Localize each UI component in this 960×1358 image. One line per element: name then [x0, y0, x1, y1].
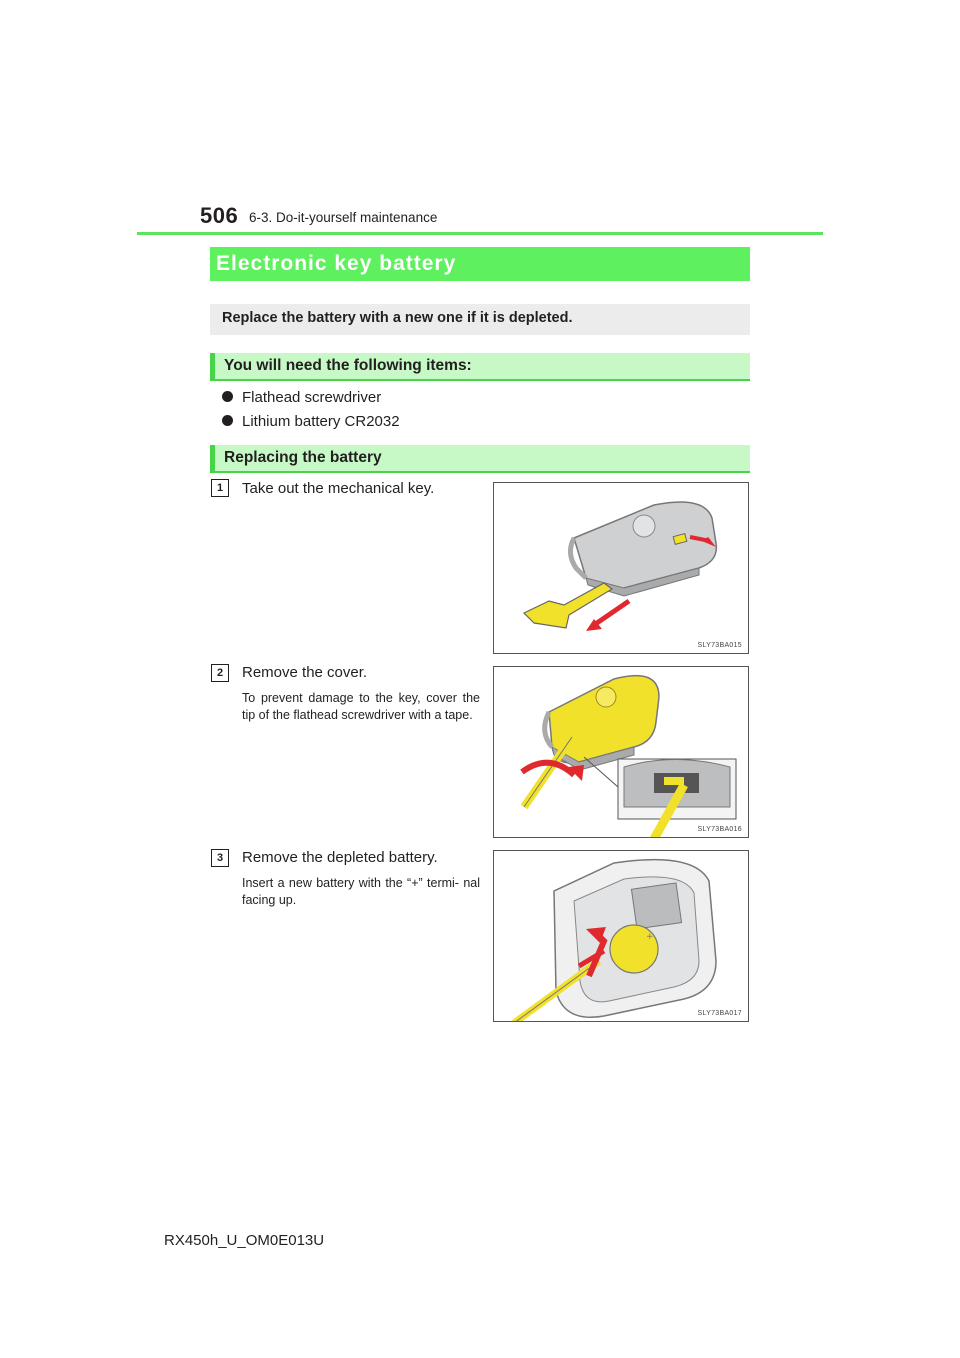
- step-text: Remove the depleted battery.: [242, 849, 438, 866]
- bullet-dot-icon: [222, 391, 233, 402]
- step-number: 3: [211, 849, 229, 867]
- page-title: Electronic key battery: [216, 252, 457, 275]
- title-bar: [210, 247, 750, 281]
- step-text: Take out the mechanical key.: [242, 480, 435, 497]
- step-note: To prevent damage to the key, cover the tip of the flathead screwdriver with a tape.: [242, 691, 480, 722]
- battery-removal-illustration: [494, 851, 749, 1022]
- intro-text: Replace the battery with a new one if it is depleted.: [222, 310, 573, 326]
- svg-text:+: +: [646, 932, 654, 942]
- replace-heading: Replacing the battery: [224, 449, 382, 466]
- cover-removal-illustration: [494, 667, 749, 838]
- list-item: [222, 413, 400, 430]
- figure-code: SLY73BA015: [697, 642, 742, 649]
- figure-remove-battery: [493, 850, 749, 1022]
- replace-heading-bar: [210, 445, 750, 473]
- figure-code: SLY73BA017: [697, 1010, 742, 1017]
- items-heading-bar: [210, 353, 750, 381]
- section-label: 6-3. Do-it-yourself maintenance: [249, 210, 438, 225]
- step-number: 2: [211, 664, 229, 682]
- figure-remove-mechanical-key: [493, 482, 749, 654]
- bullet-dot-icon: [222, 415, 233, 426]
- key-fob-illustration: [494, 483, 749, 654]
- header-rule: [137, 232, 823, 235]
- list-item: [222, 389, 381, 406]
- footer-model-code: RX450h_U_OM0E013U: [164, 1232, 325, 1249]
- step-note: Insert a new battery with the “+” termi- nal facing up.: [242, 876, 480, 907]
- items-heading: You will need the following items:: [224, 357, 472, 374]
- list-item-text: Lithium battery CR2032: [242, 413, 400, 430]
- step-number: 1: [211, 479, 229, 497]
- step-text: Remove the cover.: [242, 664, 368, 681]
- figure-code: SLY73BA016: [697, 826, 742, 833]
- list-item-text: Flathead screwdriver: [242, 389, 382, 406]
- figure-remove-cover: [493, 666, 749, 838]
- intro-box: [210, 304, 750, 335]
- page-number: 506: [200, 203, 239, 228]
